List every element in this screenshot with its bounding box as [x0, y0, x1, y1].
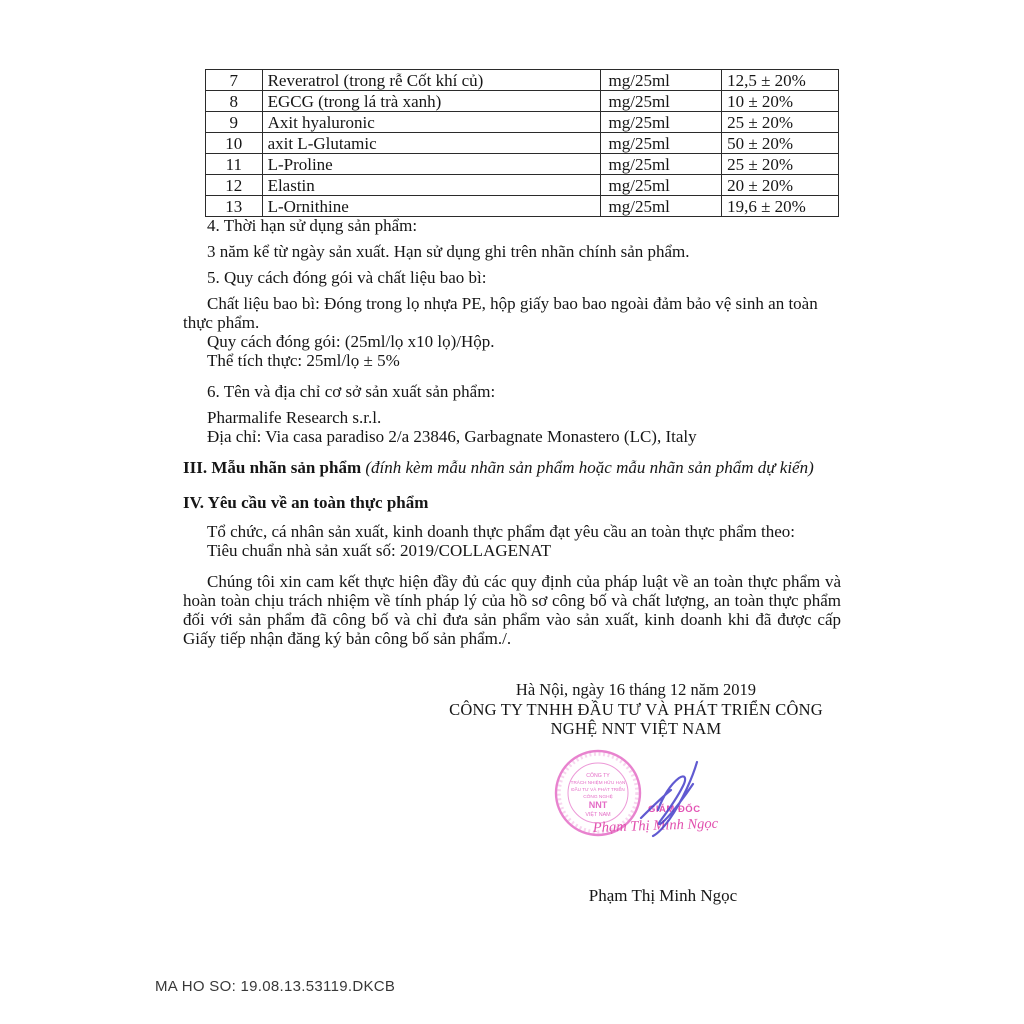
- stamp-center-text: [571, 772, 626, 818]
- ingredient-unit: mg/25ml: [600, 112, 722, 133]
- svg-text:NNT: NNT: [588, 800, 608, 810]
- manufacturer-name: Pharmalife Research s.r.l.: [207, 408, 382, 427]
- ingredient-value: 25 ± 20%: [722, 112, 839, 133]
- table-row: [206, 196, 839, 217]
- ingredient-unit: mg/25ml: [600, 175, 722, 196]
- table-row: [206, 175, 839, 196]
- table-row: [206, 154, 839, 175]
- date-line: Hà Nội, ngày 16 tháng 12 năm 2019: [515, 680, 757, 699]
- ingredient-name: axit L-Glutamic: [262, 133, 600, 154]
- document-body: [183, 216, 841, 655]
- ingredient-name: Axit hyaluronic: [262, 112, 600, 133]
- table-row: [206, 112, 839, 133]
- ingredient-name: L-Proline: [262, 154, 600, 175]
- section5-title: 5. Quy cách đóng gói và chất liệu bao bì:: [207, 268, 487, 287]
- section4-title: 4. Thời hạn sử dụng sản phẩm:: [207, 216, 418, 235]
- section5-line2: Quy cách đóng gói: (25ml/lọ x10 lọ)/Hộp.: [207, 332, 495, 351]
- svg-text:TRÁCH NHIỆM HỮU HẠN: TRÁCH NHIỆM HỮU HẠN: [570, 780, 626, 785]
- section4-body: 3 năm kể từ ngày sản xuất. Hạn sử dụng ghi trên nhãn chính sản phẩm.: [207, 242, 690, 261]
- handwritten-name-script: Phạm Thị Minh Ngọc: [592, 815, 719, 836]
- table-row: [206, 133, 839, 154]
- table-row: [206, 70, 839, 91]
- ingredient-value: 20 ± 20%: [722, 175, 839, 196]
- section-iv-line2: Tiêu chuẩn nhà sản xuất số: 2019/COLLAGENAT: [207, 541, 552, 560]
- company-stamp-area: [545, 748, 760, 848]
- ingredient-value: 19,6 ± 20%: [722, 196, 839, 217]
- section5-line1: Chất liệu bao bì: Đóng trong lọ nhựa PE, hộp giấy bao bao ngoài đảm bảo vệ sinh an toàn thực phẩm.: [183, 294, 818, 332]
- ingredient-name: EGCG (trong lá trà xanh): [262, 91, 600, 112]
- ingredient-unit: mg/25ml: [600, 196, 722, 217]
- ingredient-name: Elastin: [262, 175, 600, 196]
- heading-iii-bold: III. Mẫu nhãn sản phẩm: [183, 458, 362, 477]
- manufacturer-address: Địa chỉ: Via casa paradiso 2/a 23846, Garbagnate Monastero (LC), Italy: [207, 427, 697, 446]
- ingredient-unit: mg/25ml: [600, 133, 722, 154]
- row-number: 13: [206, 196, 263, 217]
- ingredient-value: 25 ± 20%: [722, 154, 839, 175]
- heading-iii-italic: (đính kèm mẫu nhãn sản phẩm hoặc mẫu nhãn sản phẩm dự kiến): [365, 458, 814, 477]
- heading-iii: [183, 458, 841, 477]
- section-iv-line1: Tổ chức, cá nhân sản xuất, kinh doanh thực phẩm đạt yêu cầu an toàn thực phẩm theo:: [207, 522, 795, 541]
- company-stamp: [545, 748, 760, 848]
- row-number: 7: [206, 70, 263, 91]
- ingredient-name: Reveratrol (trong rễ Cốt khí củ): [262, 70, 600, 91]
- section6-title: 6. Tên và địa chỉ cơ sở sản xuất sản phẩm:: [207, 382, 496, 401]
- ingredient-unit: mg/25ml: [600, 70, 722, 91]
- company-name-line1: CÔNG TY TNHH ĐẦU TƯ VÀ PHÁT TRIỂN CÔNG: [449, 699, 823, 719]
- row-number: 11: [206, 154, 263, 175]
- ingredient-value: 10 ± 20%: [722, 91, 839, 112]
- svg-text:ĐẦU TƯ VÀ PHÁT TRIỂN: ĐẦU TƯ VÀ PHÁT TRIỂN: [571, 787, 625, 792]
- table-row: [206, 91, 839, 112]
- ingredient-value: 50 ± 20%: [722, 133, 839, 154]
- row-number: 8: [206, 91, 263, 112]
- svg-text:CÔNG NGHỆ: CÔNG NGHỆ: [583, 795, 613, 800]
- ingredient-unit: mg/25ml: [600, 91, 722, 112]
- ingredient-name: L-Ornithine: [262, 196, 600, 217]
- ingredient-value: 12,5 ± 20%: [722, 70, 839, 91]
- company-name-line2: NGHỆ NNT VIỆT NAM: [550, 719, 722, 738]
- svg-text:VIỆT NAM: VIỆT NAM: [585, 812, 611, 818]
- svg-text:CÔNG TY: CÔNG TY: [586, 773, 610, 779]
- signature-block: [438, 680, 834, 739]
- commitment-paragraph: Chúng tôi xin cam kết thực hiện đầy đủ các quy định của pháp luật về an toàn thực phẩm và hoàn toàn chịu trách nhiệm về tính pháp lý của hồ sơ công bố và chất lượng, an toàn thực phẩm đối với sản phẩm đã công bố và chỉ đưa sản phẩm vào sản xuất, kinh doanh khi đã được cấp Giấy tiếp nhận đăng ký bản công bố sản phẩm./.: [183, 572, 841, 648]
- signer-printed-name: Phạm Thị Minh Ngọc: [588, 886, 738, 905]
- row-number: 12: [206, 175, 263, 196]
- row-number: 9: [206, 112, 263, 133]
- section5-line3: Thể tích thực: 25ml/lọ ± 5%: [207, 351, 400, 370]
- director-title: GIÁM ĐỐC: [648, 804, 701, 815]
- dossier-code: MA HO SO: 19.08.13.53119.DKCB: [155, 978, 396, 995]
- row-number: 10: [206, 133, 263, 154]
- ingredient-unit: mg/25ml: [600, 154, 722, 175]
- ingredient-table: [205, 69, 839, 217]
- heading-iv: IV. Yêu cầu về an toàn thực phẩm: [183, 493, 429, 512]
